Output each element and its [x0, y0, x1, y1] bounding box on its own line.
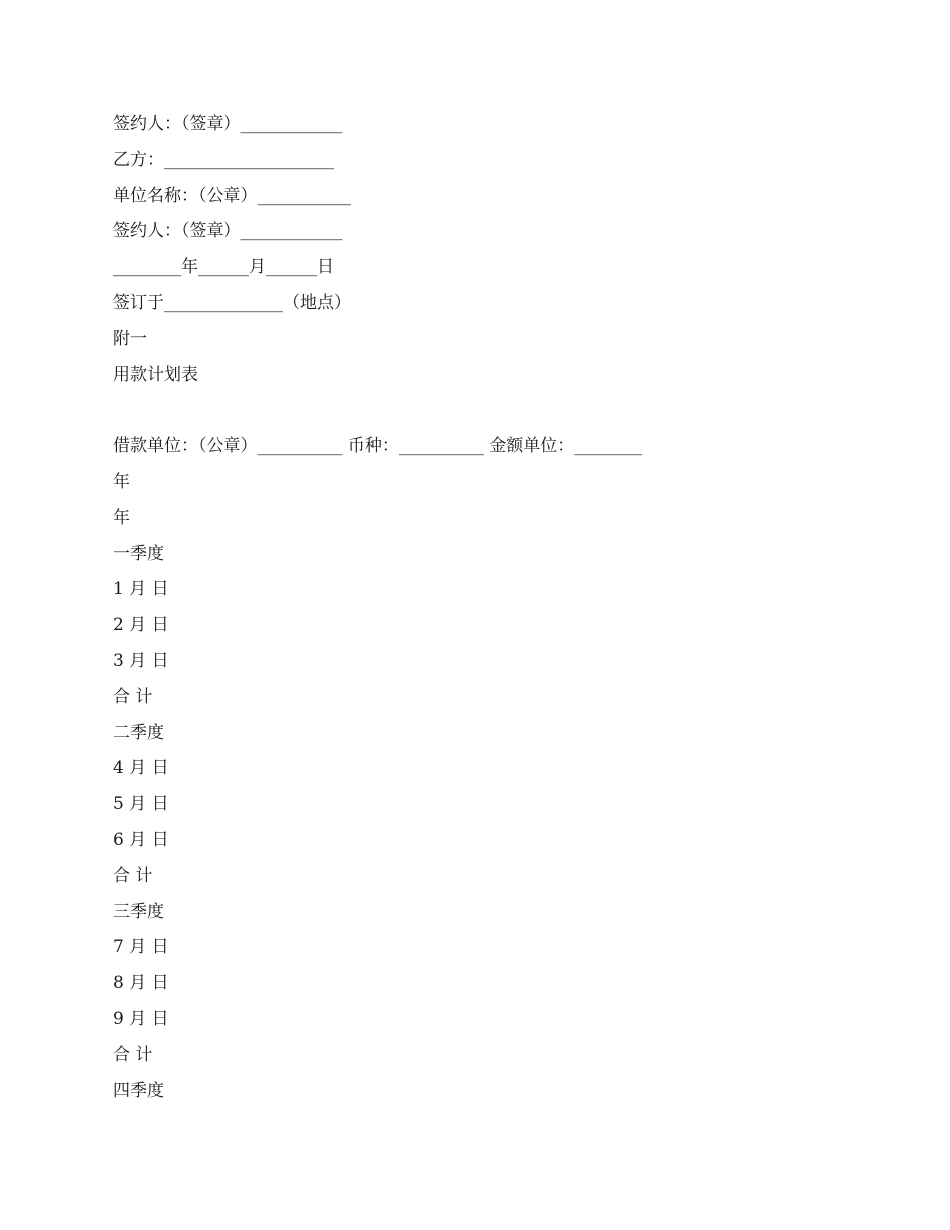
- schedule-row-month: 7 月 日: [113, 937, 169, 958]
- signed-at-line: 签订于______________（地点）: [113, 292, 351, 313]
- appendix-title: 用款计划表: [113, 364, 198, 385]
- date-line: ________年______月______日: [113, 257, 334, 278]
- schedule-row-month: 4 月 日: [113, 758, 169, 779]
- schedule-row-quarter: 三季度: [113, 901, 164, 922]
- schedule-row-month: 1 月 日: [113, 579, 169, 600]
- schedule-row-month: 2 月 日: [113, 615, 169, 636]
- blank-line: [113, 393, 873, 429]
- schedule-row-month: 5 月 日: [113, 794, 169, 815]
- schedule-row-quarter: 四季度: [113, 1080, 164, 1101]
- schedule-row-subtotal: 合 计: [113, 865, 153, 886]
- party-b-signer-line: 签约人：（签章）____________: [113, 221, 343, 242]
- party-a-signer-line: 签约人：（签章）____________: [113, 114, 343, 134]
- schedule-row-quarter: 一季度: [113, 543, 164, 564]
- document-body: [113, 107, 873, 1109]
- unit-name-line: 单位名称：（公章）___________: [113, 185, 351, 206]
- appendix-label: 附一: [113, 328, 147, 349]
- schedule-row-month: 9 月 日: [113, 1008, 169, 1029]
- form-header-line: 借款单位：（公章）__________ 币种：__________ 金额单位：________: [113, 436, 643, 457]
- party-b-line: 乙方：____________________: [113, 149, 334, 170]
- schedule-row: 年: [113, 507, 130, 528]
- schedule-row: 年: [113, 471, 130, 492]
- schedule-row-quarter: 二季度: [113, 722, 164, 743]
- schedule-row-month: 8 月 日: [113, 973, 169, 994]
- schedule-row-subtotal: 合 计: [113, 686, 153, 707]
- schedule-row-subtotal: 合 计: [113, 1044, 153, 1065]
- schedule-row-month: 3 月 日: [113, 650, 169, 671]
- schedule-row-month: 6 月 日: [113, 829, 169, 850]
